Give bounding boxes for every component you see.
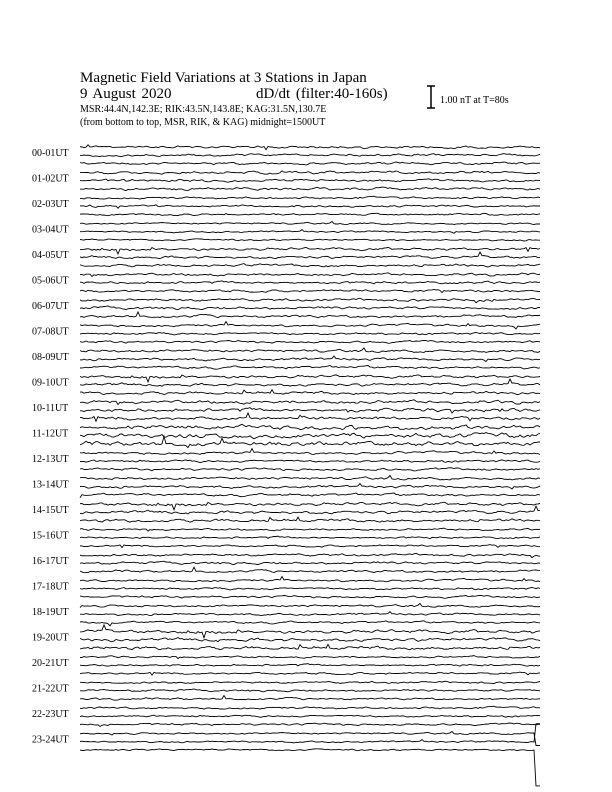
hour-label: 11-12UT [32, 428, 69, 440]
trace-kag [80, 553, 540, 557]
hour-label: 09-10UT [32, 377, 69, 389]
trace-kag [80, 577, 540, 582]
measure-label: dD/dt (filter:40-160s) [256, 86, 388, 102]
hour-label: 01-02UT [32, 173, 69, 185]
trace-rik [80, 306, 540, 310]
trace-msr [80, 413, 540, 421]
hour-label: 15-16UT [32, 530, 69, 542]
hour-label: 08-09UT [32, 352, 69, 363]
trace-kag [80, 171, 540, 174]
trace-msr [80, 672, 540, 675]
hour-label: 02-03UT [32, 199, 69, 210]
trace-rik [80, 460, 540, 463]
chart-title: Magnetic Field Variations at 3 Stations in Japan [80, 70, 367, 86]
hour-label: 18-19UT [32, 607, 69, 618]
trace-msr [80, 621, 540, 626]
trace-rik [80, 689, 540, 692]
trace-msr [80, 749, 540, 786]
trace-msr [80, 567, 540, 573]
trace-rik [80, 179, 540, 183]
trace-rik [80, 715, 540, 717]
trace-msr [80, 340, 540, 343]
hour-label: 10-11UT [32, 403, 69, 414]
trace-msr [80, 289, 540, 292]
trace-kag [80, 625, 540, 638]
trace-kag [80, 732, 540, 746]
trace-kag [80, 196, 540, 199]
trace-msr [80, 644, 540, 649]
trace-kag [80, 298, 540, 303]
trace-kag [80, 322, 540, 329]
trace-rik [80, 230, 540, 234]
trace-msr [80, 696, 540, 701]
order-line: (from bottom to top, MSR, RIK, & KAG) midnight=1500UT [80, 117, 326, 128]
hour-label: 17-18UT [32, 581, 69, 593]
trace-kag [80, 656, 540, 659]
trace-rik [80, 154, 540, 157]
hour-label: 03-04UT [32, 224, 69, 236]
trace-msr [80, 493, 540, 498]
hour-label: 14-15UT [32, 505, 69, 516]
trace-rik [80, 638, 540, 642]
hour-label: 13-14UT [32, 479, 69, 491]
trace-msr [80, 545, 540, 548]
trace-kag [80, 449, 540, 455]
trace-msr [80, 595, 540, 598]
trace-rik [80, 408, 540, 413]
trace-rik [80, 561, 540, 564]
hour-label: 06-07UT [32, 301, 69, 312]
hour-label: 16-17UT [32, 556, 69, 567]
trace-kag [80, 348, 540, 353]
trace-rik [80, 588, 540, 590]
trace-msr [80, 436, 540, 447]
hour-label-group [32, 148, 69, 746]
trace-rik [80, 536, 540, 539]
trace-kag [80, 603, 540, 607]
trace-kag [80, 273, 540, 277]
trace-msr [80, 312, 540, 318]
hour-label: 00-01UT [32, 148, 69, 159]
trace-msr [80, 213, 540, 215]
hour-label: 05-06UT [32, 275, 69, 287]
trace-kag [80, 681, 540, 683]
trace-rik [80, 333, 540, 335]
trace-rik [80, 252, 540, 259]
trace-rik [80, 612, 540, 616]
trace-kag [80, 222, 540, 225]
scale-bar [427, 86, 435, 108]
trace-rik [80, 205, 540, 208]
trace-msr [80, 239, 540, 241]
trace-msr [80, 468, 540, 471]
trace-rik [80, 433, 540, 439]
trace-msr [80, 162, 540, 165]
trace-rik [80, 356, 540, 361]
trace-group [80, 145, 540, 786]
trace-kag [80, 502, 540, 510]
trace-msr [80, 366, 540, 370]
trace-kag [80, 145, 540, 150]
trace-kag [80, 400, 540, 405]
trace-msr [80, 390, 540, 395]
hour-label: 07-08UT [32, 326, 69, 338]
trace-kag [80, 375, 540, 382]
trace-rik [80, 281, 540, 284]
trace-rik [80, 664, 540, 667]
trace-msr [80, 187, 540, 191]
hour-label: 12-13UT [32, 454, 69, 465]
trace-msr [80, 723, 540, 727]
trace-msr [80, 517, 540, 522]
trace-kag [80, 424, 540, 430]
trace-rik [80, 484, 540, 489]
hour-label: 23-24UT [32, 734, 69, 746]
date-label: 9 August 2020 [80, 86, 172, 102]
scale-label: 1.00 nT at T=80s [440, 95, 509, 106]
hour-label: 20-21UT [32, 658, 69, 669]
hour-label: 04-05UT [32, 250, 69, 261]
trace-kag [80, 528, 540, 531]
trace-msr [80, 264, 540, 267]
hour-label: 22-23UT [32, 709, 69, 720]
trace-kag [80, 247, 540, 254]
trace-kag [80, 475, 540, 480]
trace-kag [80, 706, 540, 709]
hour-label: 21-22UT [32, 683, 69, 695]
hour-label: 19-20UT [32, 632, 69, 644]
stations-line: MSR:44.4N,142.3E; RIK:43.5N,143.8E; KAG:31.5N,130.7E [80, 104, 327, 115]
trace-rik [80, 506, 540, 514]
